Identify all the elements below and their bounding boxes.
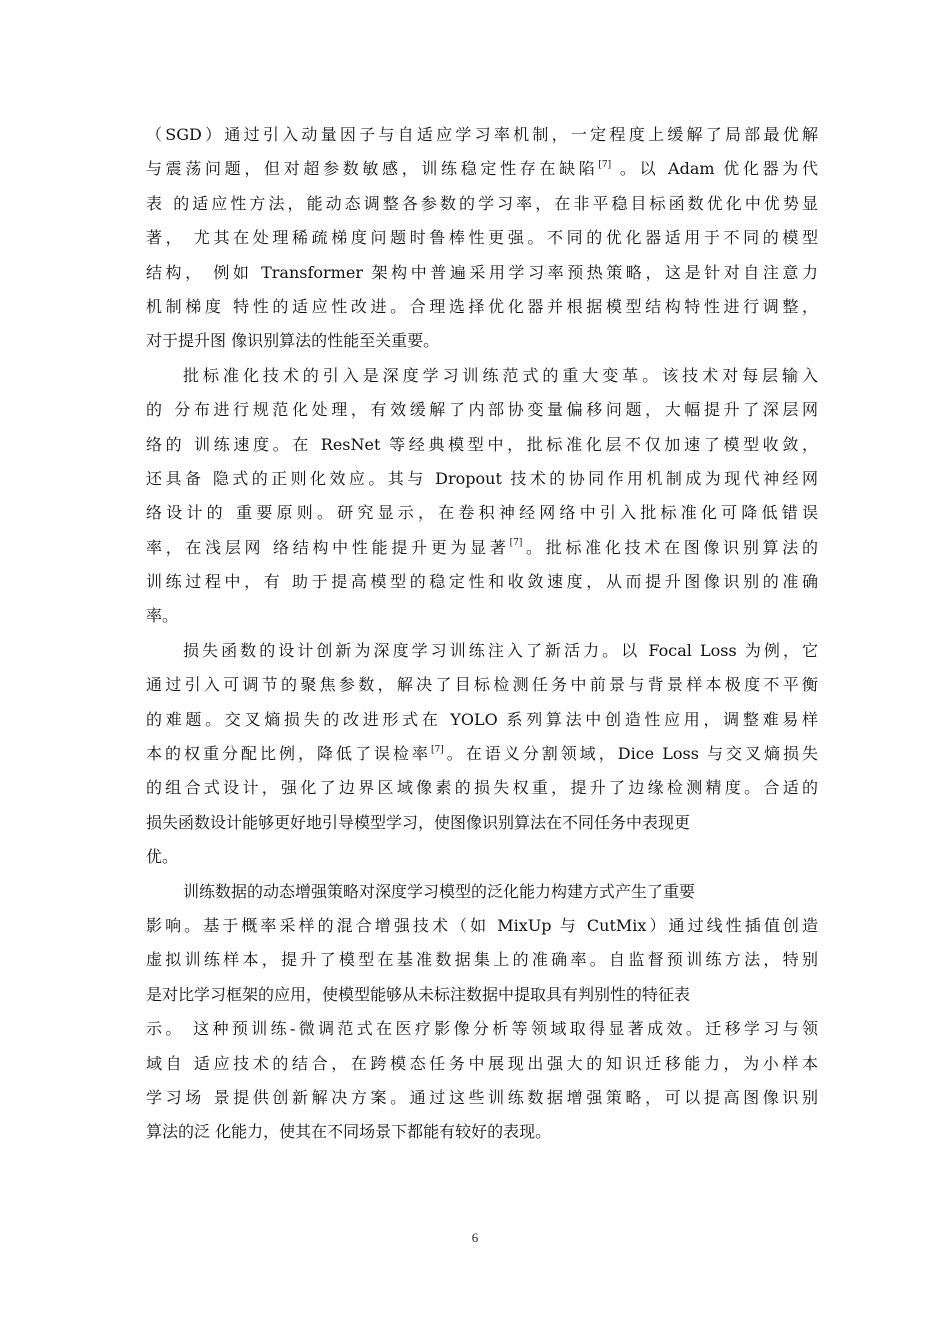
line-text-continued: 。在语义分割领域，Dice Loss 与交叉熵损失 — [443, 744, 818, 764]
line-text: 学习场 景提供创新解决方案。通过这些训练数据增强策略，可以提高图像识别 — [146, 1087, 818, 1107]
line-text: 影响。基于概率采样的混合增强技术（如 MixUp 与 CutMix）通过线性插值创造 — [146, 915, 818, 935]
text-line — [146, 875, 818, 909]
line-text: 率，在浅层网 络结构中性能提升更为显著 — [146, 537, 510, 557]
line-text: 与震荡问题，但对超参数敏感，训练稳定性存在缺陷 — [146, 159, 599, 179]
line-text: 机制梯度 特性的适应性改进。合理选择优化器并根据模型结构特性进行调整， — [146, 296, 818, 316]
line-text: 示。 这种预训练-微调范式在医疗影像分析等领域取得显著成效。迁移学习与领 — [146, 1019, 818, 1039]
line-text: 结构， 例如 Transformer 架构中普遍采用学习率预热策略，这是针对自注意力 — [146, 262, 818, 282]
line-text: 损失函数设计能够更好地引导模型学习，使图像识别算法在不同任务中表现更 — [146, 812, 691, 832]
line-text: （SGD）通过引入动量因子与自适应学习率机制，一定程度上缓解了局部最优解 — [146, 125, 818, 144]
line-text: 是对比学习框架的应用，使模型能够从未标注数据中提取具有判别性的特征表 — [146, 984, 691, 1004]
text-line — [146, 290, 818, 324]
text-line — [146, 703, 818, 737]
text-line — [146, 187, 818, 221]
line-text: 还具备 隐式的正则化效应。其与 Dropout 技术的协同作用机制成为现代神经网 — [146, 468, 818, 488]
text-line — [146, 1012, 818, 1046]
citation-superscript: [7] — [598, 160, 612, 171]
text-line — [146, 359, 818, 393]
line-text: 络设计的 重要原则。研究显示，在卷积神经网络中引入批标准化可降低错误 — [146, 503, 818, 523]
text-line — [146, 428, 818, 462]
text-line — [146, 393, 818, 427]
line-text: 率。 — [146, 606, 179, 626]
text-line — [146, 531, 818, 565]
line-text: 批标准化技术的引入是深度学习训练范式的重大变革。该技术对每层输入 — [183, 365, 818, 385]
line-text: 表 的适应性方法，能动态调整各参数的学习率，在非平稳目标函数优化中优势显 — [146, 193, 818, 213]
text-line — [146, 565, 818, 599]
text-line — [146, 462, 818, 496]
page-number: 6 — [471, 1230, 479, 1245]
line-text: 算法的泛 化能力，使其在不同场景下都能有较好的表现。 — [146, 1122, 552, 1142]
text-line — [146, 496, 818, 530]
text-line — [146, 1081, 818, 1115]
line-text: 络的 训练速度。在 ResNet 等经典模型中，批标准化层不仅加速了模型收敛， — [146, 434, 818, 454]
text-line — [146, 634, 818, 668]
citation-superscript: [7] — [431, 744, 444, 755]
line-text: 本的权重分配比例，降低了误检率 — [146, 744, 432, 764]
text-line — [146, 909, 818, 943]
text-line — [146, 324, 818, 358]
text-line — [146, 668, 818, 702]
body-text — [146, 118, 818, 1150]
line-text-continued: 。批标准化技术在图像识别算法的 — [522, 537, 818, 557]
line-text: 的难题。交叉熵损失的改进形式在 YOLO 系列算法中创造性应用，调整难易样 — [146, 709, 818, 729]
line-text: 域自 适应技术的结合，在跨模态任务中展现出强大的知识迁移能力，为小样本 — [146, 1053, 818, 1073]
line-text: 通过引入可调节的聚焦参数，解决了目标检测任务中前景与背景样本极度不平衡 — [146, 675, 818, 695]
text-line — [146, 978, 818, 1012]
line-text: 的组合式设计，强化了边界区域像素的损失权重，提升了边缘检测精度。合适的 — [146, 778, 818, 798]
citation-superscript: [7] — [509, 538, 523, 549]
text-line — [146, 806, 818, 840]
text-line — [146, 1115, 818, 1149]
line-text: 损失函数的设计创新为深度学习训练注入了新活力。以 Focal Loss 为例，它 — [183, 640, 818, 660]
text-line — [146, 1047, 818, 1081]
text-line — [146, 737, 818, 771]
line-text: 训练数据的动态增强策略对深度学习模型的泛化能力构建方式产生了重要 — [183, 881, 696, 901]
text-line — [146, 118, 818, 152]
text-line — [146, 840, 818, 874]
text-line — [146, 221, 818, 255]
line-text-continued: 。以 Adam 优化器为代 — [611, 159, 818, 179]
line-text: 优。 — [146, 847, 179, 867]
text-line — [146, 599, 818, 633]
line-text: 虚拟训练样本，提升了模型在基准数据集上的准确率。自监督预训练方法，特别 — [146, 950, 818, 970]
text-line — [146, 943, 818, 977]
text-line — [146, 256, 818, 290]
text-line — [146, 152, 818, 186]
line-text: 对于提升图 像识别算法的性能至关重要。 — [146, 331, 440, 351]
line-text: 著， 尤其在处理稀疏梯度问题时鲁棒性更强。不同的优化器适用于不同的模型 — [146, 228, 818, 248]
line-text: 训练过程中，有 助于提高模型的稳定性和收敛速度，从而提升图像识别的准确 — [146, 572, 818, 592]
line-text: 的 分布进行规范化处理，有效缓解了内部协变量偏移问题，大幅提升了深层网 — [146, 400, 818, 420]
text-line — [146, 771, 818, 805]
